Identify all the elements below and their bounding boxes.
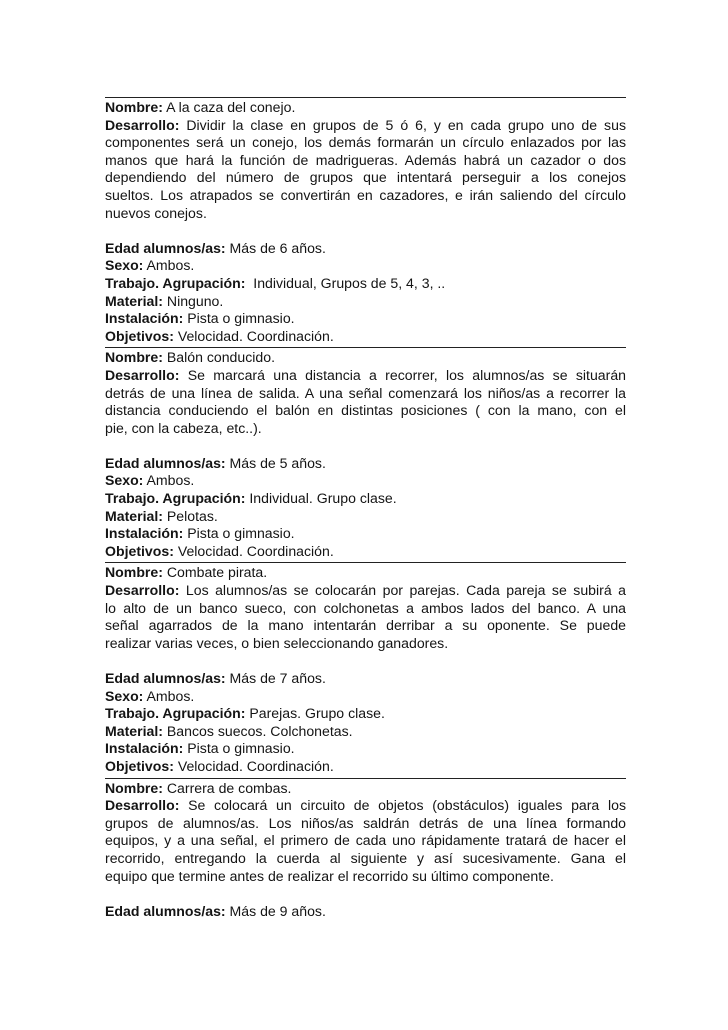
activity-installation: Instalación: Pista o gimnasio. [105, 740, 295, 757]
activity-material: Material: Bancos suecos. Colchonetas. [105, 722, 353, 739]
section-divider [105, 778, 626, 779]
activity-description-line: dependiendo del número de grupos que intentará perseguir a los conejos [105, 169, 626, 186]
activity-name: Nombre: Carrera de combas. [105, 779, 292, 796]
section-divider [105, 347, 626, 348]
activity-description-line: Desarrollo: Los alumnos/as se colocarán por parejas. Cada pareja se subirá a [105, 582, 626, 599]
activity-description-line: distancia conduciendo el balón en distintas posiciones ( con la mano, con el [105, 402, 626, 419]
activity-sex: Sexo: Ambos. [105, 687, 195, 704]
blank-line [105, 437, 626, 455]
document-page [105, 97, 626, 920]
activity-description-line: pie, con la cabeza, etc..). [105, 419, 262, 436]
activity-material: Material: Pelotas. [105, 507, 218, 524]
activity-material: Material: Ninguno. [105, 292, 224, 309]
activity-description-line: lo alto de un banco sueco, con colchonetas a ambos lados del banco. A una [105, 599, 626, 616]
activity-installation: Instalación: Pista o gimnasio. [105, 525, 295, 542]
section-divider [105, 562, 626, 563]
activity-description-line: Desarrollo: Se marcará una distancia a recorrer, los alumnos/as se situarán [105, 366, 626, 383]
activity-description-line: señal agarrados de la mano intentarán derribar a su oponente. Se puede [105, 617, 626, 634]
section-divider [105, 97, 626, 98]
activity-description-line: grupos de alumnos/as. Los niños/as saldrán detrás de una línea formando [105, 814, 626, 831]
activity-description-line: nuevos conejos. [105, 204, 207, 221]
activity-description-line: equipos, y a una señal, el primero de cada uno rápidamente tratará de hacer el [105, 832, 626, 849]
activity-installation: Instalación: Pista o gimnasio. [105, 310, 295, 327]
activity-grouping: Trabajo. Agrupación: Individual. Grupo clase. [105, 490, 397, 507]
activity-name: Nombre: Balón conducido. [105, 349, 276, 366]
activity-objectives: Objetivos: Velocidad. Coordinación. [105, 327, 334, 344]
activity-sex: Sexo: Ambos. [105, 472, 195, 489]
activity-description-line: detrás de una línea de salida. A una señal comenzará los niños/as a recorrer la [105, 384, 626, 401]
activity-age: Edad alumnos/as: Más de 7 años. [105, 670, 326, 686]
activity-description-line: componentes será un conejo, los demás formarán un círculo enlazados por las [105, 134, 626, 151]
activity-sex: Sexo: Ambos. [105, 257, 195, 274]
activity-objectives: Objetivos: Velocidad. Coordinación. [105, 757, 334, 774]
activity-age: Edad alumnos/as: Más de 6 años. [105, 239, 326, 256]
activity-description-line: equipo que termine antes de realizar el recorrido su último componente. [105, 867, 554, 884]
blank-line [105, 652, 626, 670]
activity-name: Nombre: Combate pirata. [105, 564, 268, 581]
activity-description-line: Desarrollo: Dividir la clase en grupos de 5 ó 6, y en cada grupo uno de sus [105, 116, 626, 133]
activity-objectives: Objetivos: Velocidad. Coordinación. [105, 542, 334, 559]
blank-line [105, 222, 626, 240]
activity-description-line: sueltos. Los atrapados se convertirán en cazadores, e irán saliendo del círculo [105, 186, 626, 203]
activity-grouping: Trabajo. Agrupación: Individual, Grupos de 5, 4, 3, .. [105, 274, 446, 291]
activity-age: Edad alumnos/as: Más de 9 años. [105, 902, 326, 919]
activity-age: Edad alumnos/as: Más de 5 años. [105, 454, 326, 471]
activity-description-line: Desarrollo: Se colocará un circuito de objetos (obstáculos) iguales para los [105, 797, 626, 814]
activity-description-line: recorrido, entregando la cuerda al siguiente y así sucesivamente. Gana el [105, 849, 626, 866]
activity-name: Nombre: A la caza del conejo. [105, 99, 296, 115]
activity-description-line: manos que hará la función de madrigueras. Además habrá un cazador o dos [105, 151, 626, 168]
activity-description-line: realizar varias veces, o bien seleccionando ganadores. [105, 634, 449, 651]
blank-line [105, 885, 626, 903]
activity-grouping: Trabajo. Agrupación: Parejas. Grupo clase. [105, 705, 385, 722]
